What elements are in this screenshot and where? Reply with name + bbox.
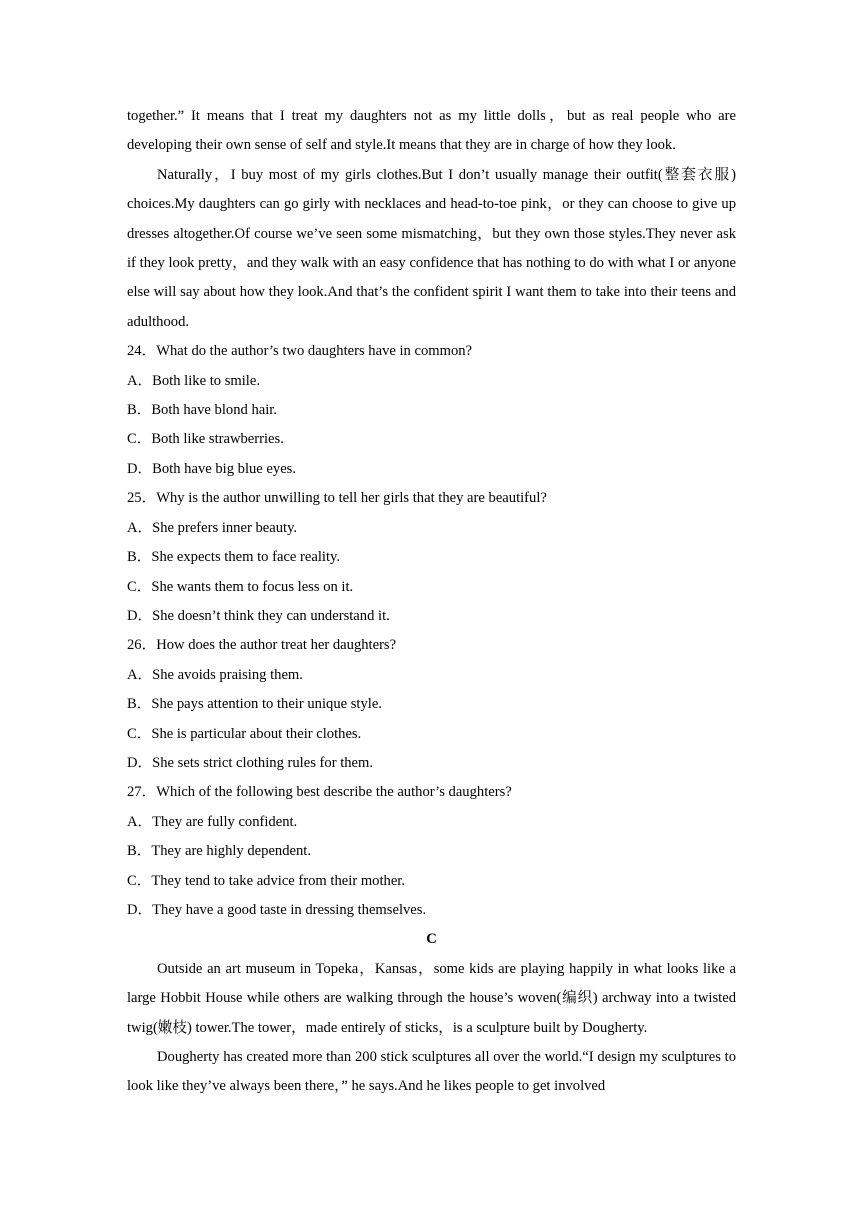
page-content xyxy=(127,102,736,1102)
answer-option: D．Both have big blue eyes. xyxy=(127,460,297,477)
question-stem: 26．How does the author treat her daughters? xyxy=(127,637,397,654)
answer-option: B．She pays attention to their unique style. xyxy=(127,696,382,713)
answer-option: C．She is particular about their clothes. xyxy=(127,725,362,742)
answer-option: D．She sets strict clothing rules for them. xyxy=(127,754,374,771)
answer-option: A．She avoids praising them. xyxy=(127,666,303,683)
question-27 xyxy=(127,778,736,925)
answer-option: B．Both have blond hair. xyxy=(127,402,277,419)
answer-option: A．She prefers inner beauty. xyxy=(127,519,298,536)
question-stem: 25．Why is the author unwilling to tell her girls that they are beautiful? xyxy=(127,490,547,507)
passage-paragraph: together.” It means that I treat my daughters not as my little dolls，but as real people who are developing their own sense of self and style.It means that they are in charge of how they look. xyxy=(127,108,736,154)
answer-option: A．Both like to smile. xyxy=(127,372,260,389)
answer-option: A．They are fully confident. xyxy=(127,813,298,830)
question-25 xyxy=(127,484,736,631)
answer-option: C．Both like strawberries. xyxy=(127,431,284,448)
passage-paragraph: Dougherty has created more than 200 stick sculptures all over the world.“I design my sculptures to look like they’ve always been there，” he says.And he likes people to get involved xyxy=(127,1049,736,1095)
question-24 xyxy=(127,337,736,484)
question-stem: 24．What do the author’s two daughters have in common? xyxy=(127,343,473,360)
answer-option: B．They are highly dependent. xyxy=(127,843,311,860)
section-heading: C xyxy=(426,931,437,948)
answer-option: B．She expects them to face reality. xyxy=(127,549,341,566)
passage-paragraph: Outside an art museum in Topeka，Kansas，some kids are playing happily in what looks like a large Hobbit House while others are walking through the house’s woven(编织) archway into a twisted twig(嫩枝) tower.The tower，made entirely of sticks，is a sculpture built by Dougherty. xyxy=(127,960,736,1036)
question-stem: 27．Which of the following best describe the author’s daughters? xyxy=(127,784,512,801)
answer-option: D．They have a good taste in dressing themselves. xyxy=(127,901,427,918)
passage-paragraph: Naturally，I buy most of my girls clothes.But I don’t usually manage their outfit(整套衣服) choices.My daughters can go girly with necklaces and head-to-toe pink，or they can choose to give up dresses altogether.Of course we’ve seen some mismatching，but they own those styles.They never ask if they look pretty，and they walk with an easy confidence that has nothing to do with what I or anyone else will say about how they look.And that’s the confident spirit I want them to take into their teens and adulthood. xyxy=(127,166,736,330)
answer-option: D．She doesn’t think they can understand it. xyxy=(127,607,390,624)
question-26 xyxy=(127,631,736,778)
answer-option: C．She wants them to focus less on it. xyxy=(127,578,354,595)
answer-option: C．They tend to take advice from their mother. xyxy=(127,872,406,889)
